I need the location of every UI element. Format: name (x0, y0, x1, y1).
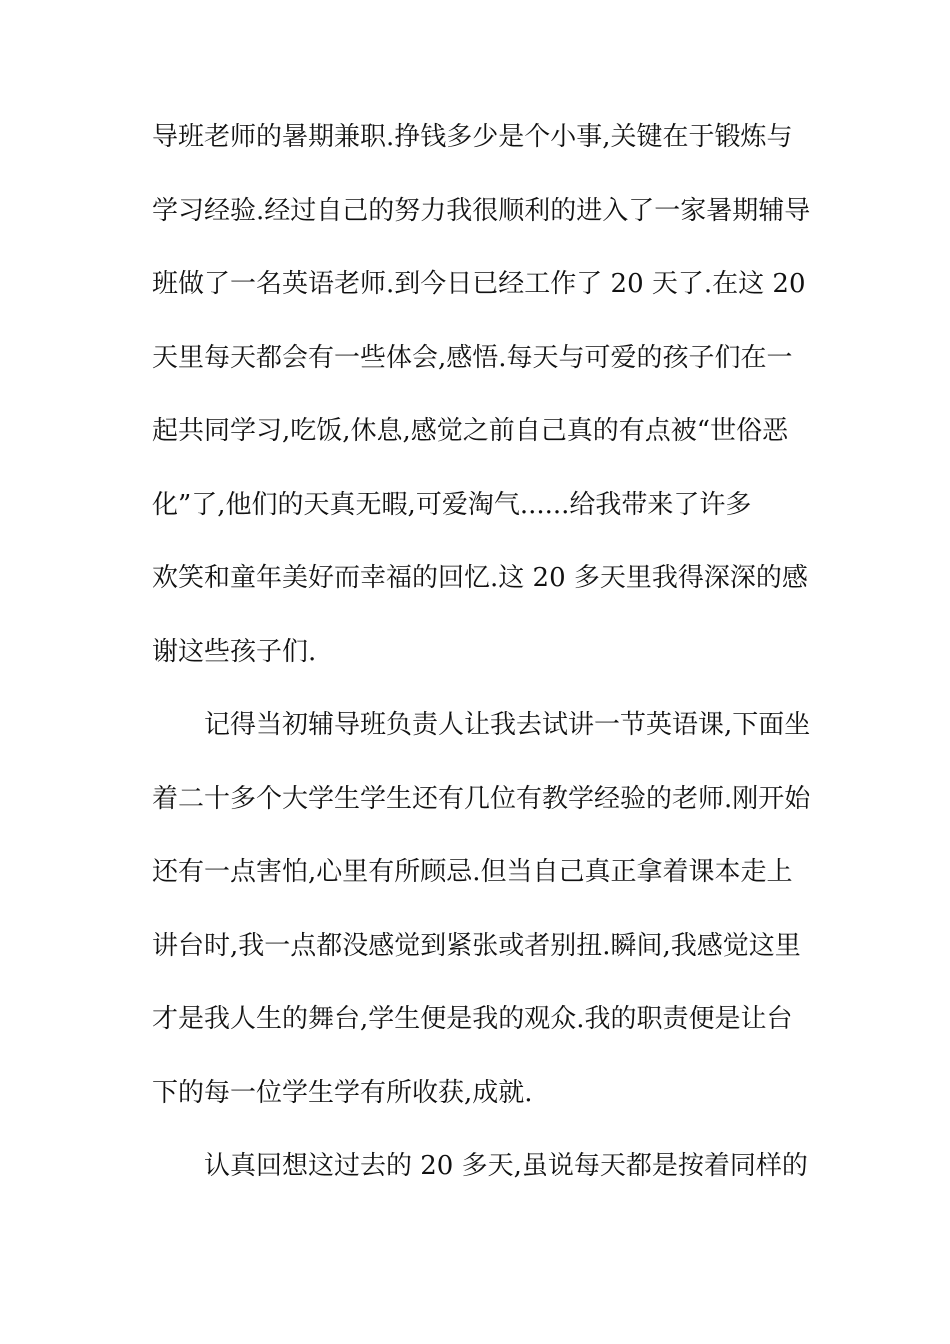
text-line: 下的每一位学生学有所收获,成就. (152, 1077, 533, 1108)
text-line: 才是我人生的舞台,学生便是我的观众.我的职责便是让台 (152, 1004, 793, 1034)
text-line: 欢笑和童年美好而幸福的回忆.这 20 多天里我得深深的感 (152, 563, 808, 593)
text-line: 讲台时,我一点都没感觉到紧张或者别扭.瞬间,我感觉这里 (152, 930, 801, 961)
body-text (152, 110, 812, 1213)
text-line: 起共同学习,吃饭,休息,感觉之前自己真的有点被“世俗恶 (152, 416, 789, 446)
text-line: 谢这些孩子们. (152, 636, 317, 667)
text-line: 着二十多个大学生学生还有几位有教学经验的老师.刚开始 (152, 783, 811, 814)
text-line: 导班老师的暑期兼职.挣钱多少是个小事,关键在于锻炼与 (152, 122, 793, 152)
text-line: 还有一点害怕,心里有所顾忌.但当自己真正拿着课本走上 (152, 857, 793, 887)
text-line: 化”了,他们的天真无暇,可爱淘气......给我带来了许多 (152, 489, 752, 520)
text-line: 学习经验.经过自己的努力我很顺利的进入了一家暑期辅导 (152, 195, 811, 226)
paragraph-start-line: 认真回想这过去的 20 多天,虽说每天都是按着同样的 (204, 1151, 808, 1181)
text-line: 班做了一名英语老师.到今日已经工作了 20 天了.在这 20 (152, 269, 806, 299)
text-line: 天里每天都会有一些体会,感悟.每天与可爱的孩子们在一 (152, 342, 793, 373)
paragraph-start-line: 记得当初辅导班负责人让我去试讲一节英语课,下面坐 (204, 710, 811, 740)
